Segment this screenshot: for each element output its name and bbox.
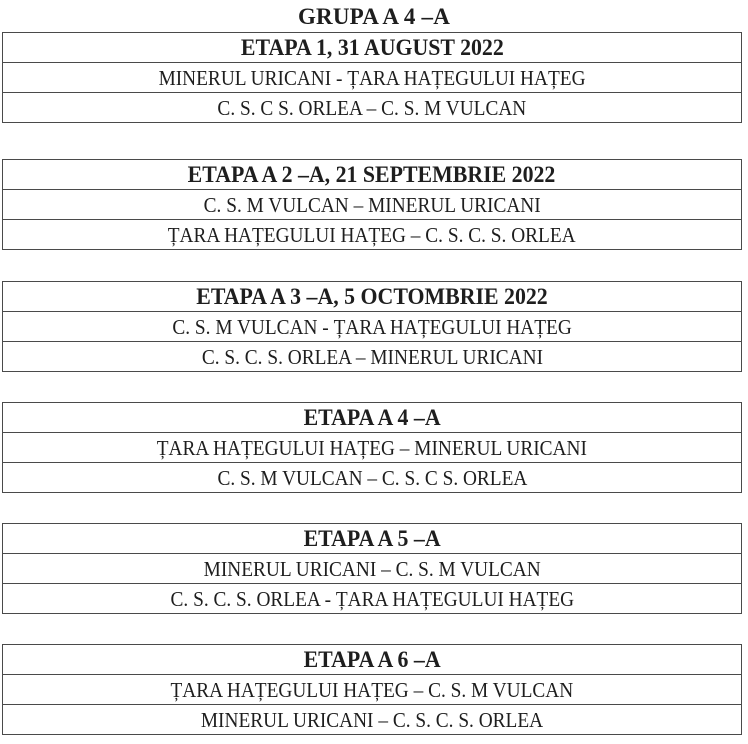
match-row	[3, 675, 741, 705]
match-text: MINERUL URICANI – C. S. M VULCAN	[203, 557, 541, 581]
match-row	[3, 584, 741, 613]
round-table-5	[2, 523, 742, 614]
round-header-2	[3, 160, 741, 190]
match-row	[3, 433, 741, 463]
match-text: C. S. M VULCAN – C. S. C S. ORLEA	[217, 466, 527, 490]
round-header-4	[3, 403, 741, 433]
round-table-4	[2, 402, 742, 493]
group-title	[0, 2, 748, 32]
round-table-3	[2, 281, 742, 372]
match-text: MINERUL URICANI - ȚARA HAȚEGULUI HAȚEG	[158, 66, 586, 90]
round-header-text: ETAPA A 3 –A, 5 OCTOMBRIE 2022	[196, 284, 548, 309]
round-header-3	[3, 282, 741, 312]
match-text: ȚARA HAȚEGULUI HAȚEG – C. S. M VULCAN	[170, 678, 574, 702]
round-header-text: ETAPA A 4 –A	[303, 405, 441, 430]
round-header-text: ETAPA A 2 –A, 21 SEPTEMBRIE 2022	[188, 162, 556, 187]
match-text: MINERUL URICANI – C. S. C. S. ORLEA	[200, 708, 544, 732]
match-text: ȚARA HAȚEGULUI HAȚEG – MINERUL URICANI	[156, 436, 588, 460]
match-text: ȚARA HAȚEGULUI HAȚEG – C. S. C. S. ORLEA	[168, 223, 576, 247]
match-row	[3, 342, 741, 371]
match-text: C. S. C. S. ORLEA – MINERUL URICANI	[201, 345, 543, 369]
match-row	[3, 220, 741, 249]
round-header-5	[3, 524, 741, 554]
round-table-1	[2, 32, 742, 123]
match-text: C. S. C. S. ORLEA - ȚARA HAȚEGULUI HAȚEG	[170, 587, 574, 611]
match-text: C. S. C S. ORLEA – C. S. M VULCAN	[217, 96, 527, 120]
match-row	[3, 312, 741, 342]
match-row	[3, 190, 741, 220]
match-text: C. S. M VULCAN – MINERUL URICANI	[203, 193, 541, 217]
match-row	[3, 554, 741, 584]
round-table-6	[2, 644, 742, 735]
match-row	[3, 463, 741, 492]
round-header-1	[3, 33, 741, 63]
match-row	[3, 93, 741, 122]
round-header-text: ETAPA A 5 –A	[303, 526, 441, 551]
match-row	[3, 63, 741, 93]
match-text: C. S. M VULCAN - ȚARA HAȚEGULUI HAȚEG	[172, 315, 572, 339]
round-header-text: ETAPA 1, 31 AUGUST 2022	[240, 35, 504, 60]
round-header-text: ETAPA A 6 –A	[303, 647, 441, 672]
match-row	[3, 705, 741, 734]
round-header-6	[3, 645, 741, 675]
group-title-text: GRUPA A 4 –A	[297, 4, 451, 29]
round-table-2	[2, 159, 742, 250]
